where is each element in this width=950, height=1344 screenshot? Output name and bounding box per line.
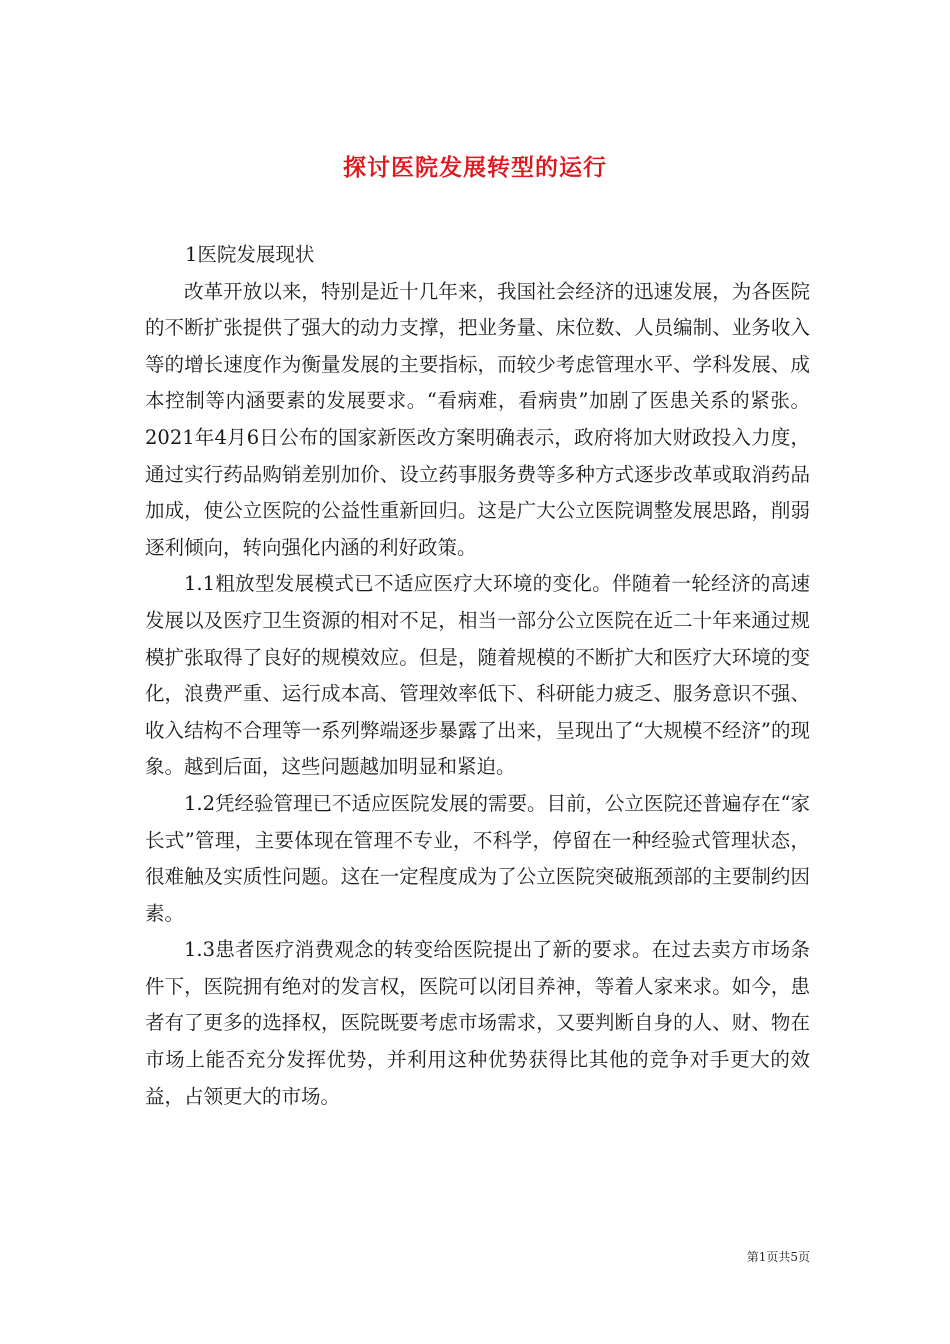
- paragraph-intro: 改革开放以来，特别是近十几年来，我国社会经济的迅速发展，为各医院的不断扩张提供了强大的动力支撑，把业务量、床位数、人员编制、业务收入等的增长速度作为衡量发展的主要指标，而较少考虑管理水平、学科发展、成本控制等内涵要素的发展要求。“看病难，看病贵”加剧了医患关系的紧张。2021年4月6日公布的国家新医改方案明确表示，政府将加大财政投入力度，通过实行药品购销差别加价、设立药事服务费等多种方式逐步改革或取消药品加成，使公立医院的公益性重新回归。这是广大公立医院调整发展思路，削弱逐利倾向，转向强化内涵的利好政策。: [145, 279, 810, 559]
- document-body: [145, 237, 810, 1115]
- section-heading: 1医院发展现状: [185, 243, 315, 266]
- document-title: 探讨医院发展转型的运行: [343, 155, 607, 182]
- paragraph-1-2: 1.2凭经验管理已不适应医院发展的需要。目前，公立医院还普遍存在“家长式”管理，主要体现在管理不专业，不科学，停留在一种经验式管理状态，很难触及实质性问题。这在一定程度成为了公立医院突破瓶颈部的主要制约因素。: [145, 791, 810, 925]
- paragraph-1-3: 1.3患者医疗消费观念的转变给医院提出了新的要求。在过去卖方市场条件下，医院拥有绝对的发言权，医院可以闭目养神，等着人家来求。如今，患者有了更多的选择权，医院既要考虑市场需求，又要判断自身的人、财、物在市场上能否充分发挥优势，并利用这种优势获得比其他的竞争对手更大的效益，占领更大的市场。: [145, 938, 810, 1108]
- page-number: 第1页共5页: [746, 1250, 810, 1264]
- paragraph-1-1: 1.1粗放型发展模式已不适应医疗大环境的变化。伴随着一轮经济的高速发展以及医疗卫生资源的相对不足，相当一部分公立医院在近二十年来通过规模扩张取得了良好的规模效应。但是，随着规模的不断扩大和医疗大环境的变化，浪费严重、运行成本高、管理效率低下、科研能力疲乏、服务意识不强、收入结构不合理等一系列弊端逐步暴露了出来，呈现出了“大规模不经济”的现象。越到后面，这些问题越加明显和紧迫。: [145, 572, 810, 779]
